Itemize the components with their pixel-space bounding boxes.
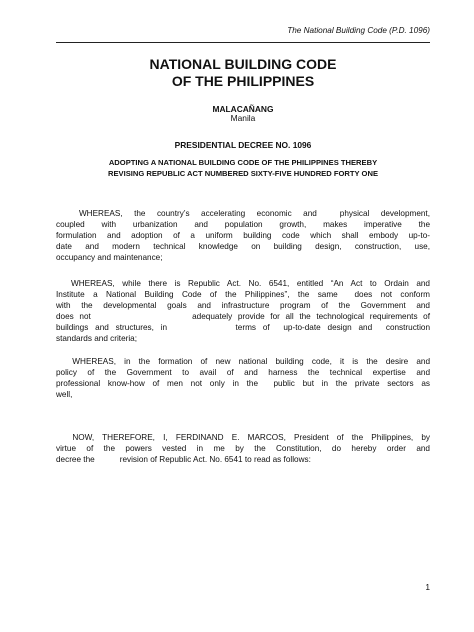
paragraph-line: formulation and adoption of a uniform building code which shall embody up-to- bbox=[56, 231, 430, 240]
page-number: 1 bbox=[425, 582, 430, 592]
paragraph-line: occupancy and maintenance; bbox=[56, 253, 163, 262]
document-title bbox=[56, 56, 430, 90]
paragraph-line: date and modern technical knowledge on building design, construction, use, bbox=[56, 242, 430, 251]
paragraph-line: does not adequately provide for all the technological requirements of bbox=[56, 312, 430, 321]
issuer-palace: MALACAÑANG bbox=[212, 104, 274, 114]
issuer-city: Manila bbox=[230, 113, 256, 123]
title-line-1: NATIONAL BUILDING CODE bbox=[149, 56, 337, 72]
paragraph-line: NOW, THEREFORE, I, FERDINAND E. MARCOS, President of the Philippines, by bbox=[56, 433, 430, 442]
decree-subtitle bbox=[56, 157, 430, 179]
decree-number: PRESIDENTIAL DECREE NO. 1096 bbox=[174, 140, 312, 150]
whereas-paragraph-1 bbox=[56, 208, 430, 263]
paragraph-line: coupled with urbanization and population growth, makes imperative the bbox=[56, 220, 430, 229]
now-therefore-paragraph bbox=[56, 432, 430, 465]
paragraph-line: well, bbox=[56, 390, 73, 399]
paragraph-line: professional know-how of men not only in the public but in the private sectors as bbox=[56, 379, 430, 388]
subtitle-line-1: ADOPTING A NATIONAL BUILDING CODE OF THE PHILIPPINES THEREBY bbox=[108, 158, 378, 167]
title-line-2: OF THE PHILIPPINES bbox=[171, 73, 315, 89]
subtitle-line-2: REVISING REPUBLIC ACT NUMBERED SIXTY-FIVE HUNDRED FORTY ONE bbox=[107, 169, 379, 178]
paragraph-line: virtue of the powers vested in me by the Constitution, do hereby order and bbox=[56, 444, 430, 453]
paragraph-line: standards and criteria; bbox=[56, 334, 138, 343]
paragraph-line: WHEREAS, in the formation of new national building code, it is the desire and bbox=[56, 357, 430, 366]
paragraph-line: WHEREAS, the country’s accelerating economic and physical development, bbox=[56, 209, 430, 218]
paragraph-line: policy of the Government to avail of and harness the technical expertise and bbox=[56, 368, 430, 377]
paragraph-line: Institute a National Building Code of the Philippines”, the same does not conform bbox=[56, 290, 430, 299]
running-header: The National Building Code (P.D. 1096) bbox=[287, 26, 430, 35]
paragraph-line: WHEREAS, while there is Republic Act. No. 6541, entitled “An Act to Ordain and bbox=[56, 279, 430, 288]
paragraph-line: decree the revision of Republic Act. No. 6541 to read as follows: bbox=[56, 455, 311, 464]
paragraph-line: with the developmental goals and infrastructure program of the Government and bbox=[56, 301, 430, 310]
paragraph-line: buildings and structures, in terms of up-to-date design and construction bbox=[56, 323, 430, 332]
header-rule bbox=[56, 42, 430, 43]
whereas-paragraph-3 bbox=[56, 356, 430, 400]
whereas-paragraph-2 bbox=[56, 278, 430, 344]
